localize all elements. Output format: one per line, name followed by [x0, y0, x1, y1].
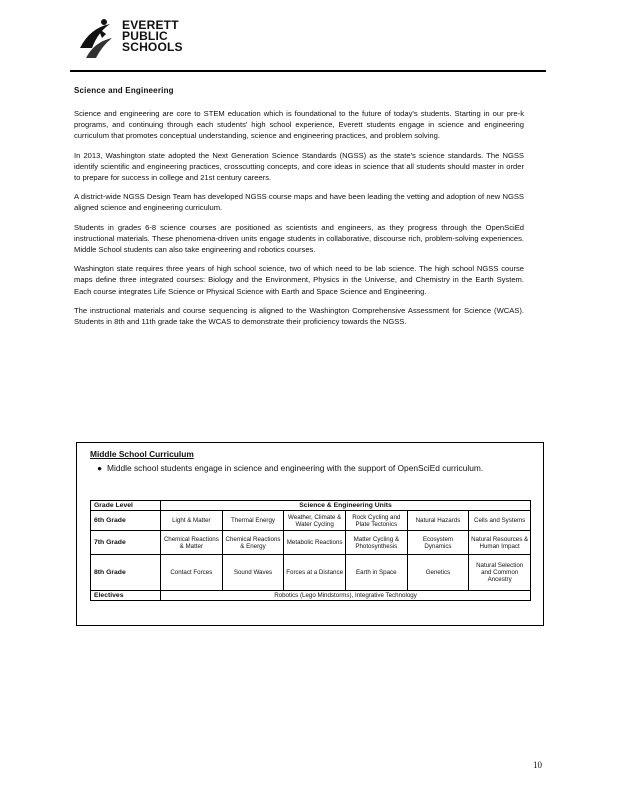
page-number: 10 [533, 760, 542, 770]
bullet-text: Middle school students engage in science and engineering with the support of OpenSciEd curriculum. [107, 463, 484, 473]
grade-cell: 7th Grade [91, 531, 161, 555]
electives-value: Robotics (Lego Mindstorms), Integrative Technology [161, 591, 531, 601]
main-content [74, 86, 524, 335]
table-header-row [91, 501, 531, 511]
logo-text: EVERETT PUBLIC SCHOOLS [122, 18, 183, 54]
header-units: Science & Engineering Units [161, 501, 531, 511]
unit-cell: Earth in Space [345, 555, 407, 591]
unit-cell: Natural Hazards [407, 511, 469, 531]
curriculum-box [76, 442, 544, 626]
electives-label: Electives [91, 591, 161, 601]
box-bullet [97, 463, 527, 473]
header-grade-level: Grade Level [91, 501, 161, 511]
unit-cell: Matter Cycling & Photosynthesis [345, 531, 407, 555]
unit-cell: Thermal Energy [222, 511, 284, 531]
bullet-icon: ● [97, 463, 103, 473]
unit-cell: Sound Waves [222, 555, 284, 591]
table-row [91, 511, 531, 531]
unit-cell: Natural Resources & Human Impact [469, 531, 531, 555]
unit-cell: Cells and Systems [469, 511, 531, 531]
paragraph: Science and engineering are core to STEM education which is foundational to the future of today's students. Starting in our pre-k programs, and continuing through each students' high school experience, Everett students engage in science and engineering curriculum that promotes conceptual understanding, science and engineering practices, and problem solving. [74, 109, 524, 141]
grade-cell: 6th Grade [91, 511, 161, 531]
section-title: Science and Engineering [74, 86, 174, 95]
table-row [91, 555, 531, 591]
paragraph: Washington state requires three years of high school science, two of which need to be lab science. The high school NGSS course maps define three integrated courses: Biology and the Environment, Physics in the Universe, and Chemistry in the Earth System. Each course integrates Life Science or Physical Science with Earth and Space Science and Engineering. [74, 264, 524, 296]
unit-cell: Ecosystem Dynamics [407, 531, 469, 555]
table-row [91, 591, 531, 601]
unit-cell: Forces at a Distance [284, 555, 346, 591]
unit-cell: Chemical Reactions & Matter [161, 531, 223, 555]
table-row [91, 531, 531, 555]
paragraph: In 2013, Washington state adopted the Next Generation Science Standards (NGSS) as the state's science standards. The NGSS identify scientific and engineering practices, crosscutting concepts, and core ideas in science that all students should master in order to prepare for success in college and 21st century careers. [74, 150, 524, 183]
unit-cell: Rock Cycling and Plate Tectonics [345, 511, 407, 531]
unit-cell: Metabolic Reactions [284, 531, 346, 555]
units-table [90, 500, 531, 601]
unit-cell: Contact Forces [161, 555, 223, 591]
unit-cell: Natural Selection and Common Ancestry [469, 555, 531, 591]
grade-cell: 8th Grade [91, 555, 161, 591]
unit-cell: Chemical Reactions & Energy [222, 531, 284, 555]
paragraph: The instructional materials and course sequencing is aligned to the Washington Comprehensive Assessment for Science (WCAS). Students in 8th and 11th grade take the WCAS to demonstrate their proficiency towards the NGSS. [74, 305, 524, 327]
unit-cell: Light & Matter [161, 511, 223, 531]
paragraph: Students in grades 6-8 science courses are positioned as scientists and engineers, as they progress through the OpenSciEd instructional materials. These phenomena-driven units engage students in collaborative, discourse rich, problem-solving experiences. Middle School students can also take engineering and robotics courses. [74, 222, 524, 255]
box-title: Middle School Curriculum [90, 449, 194, 459]
paragraph: A district-wide NGSS Design Team has developed NGSS course maps and have been leading the vetting and adoption of new NGSS aligned science and engineering curriculum. [74, 192, 524, 213]
page-header [70, 14, 546, 72]
unit-cell: Weather, Climate & Water Cycling [284, 511, 346, 531]
unit-cell: Genetics [407, 555, 469, 591]
everett-logo-icon [76, 18, 116, 62]
